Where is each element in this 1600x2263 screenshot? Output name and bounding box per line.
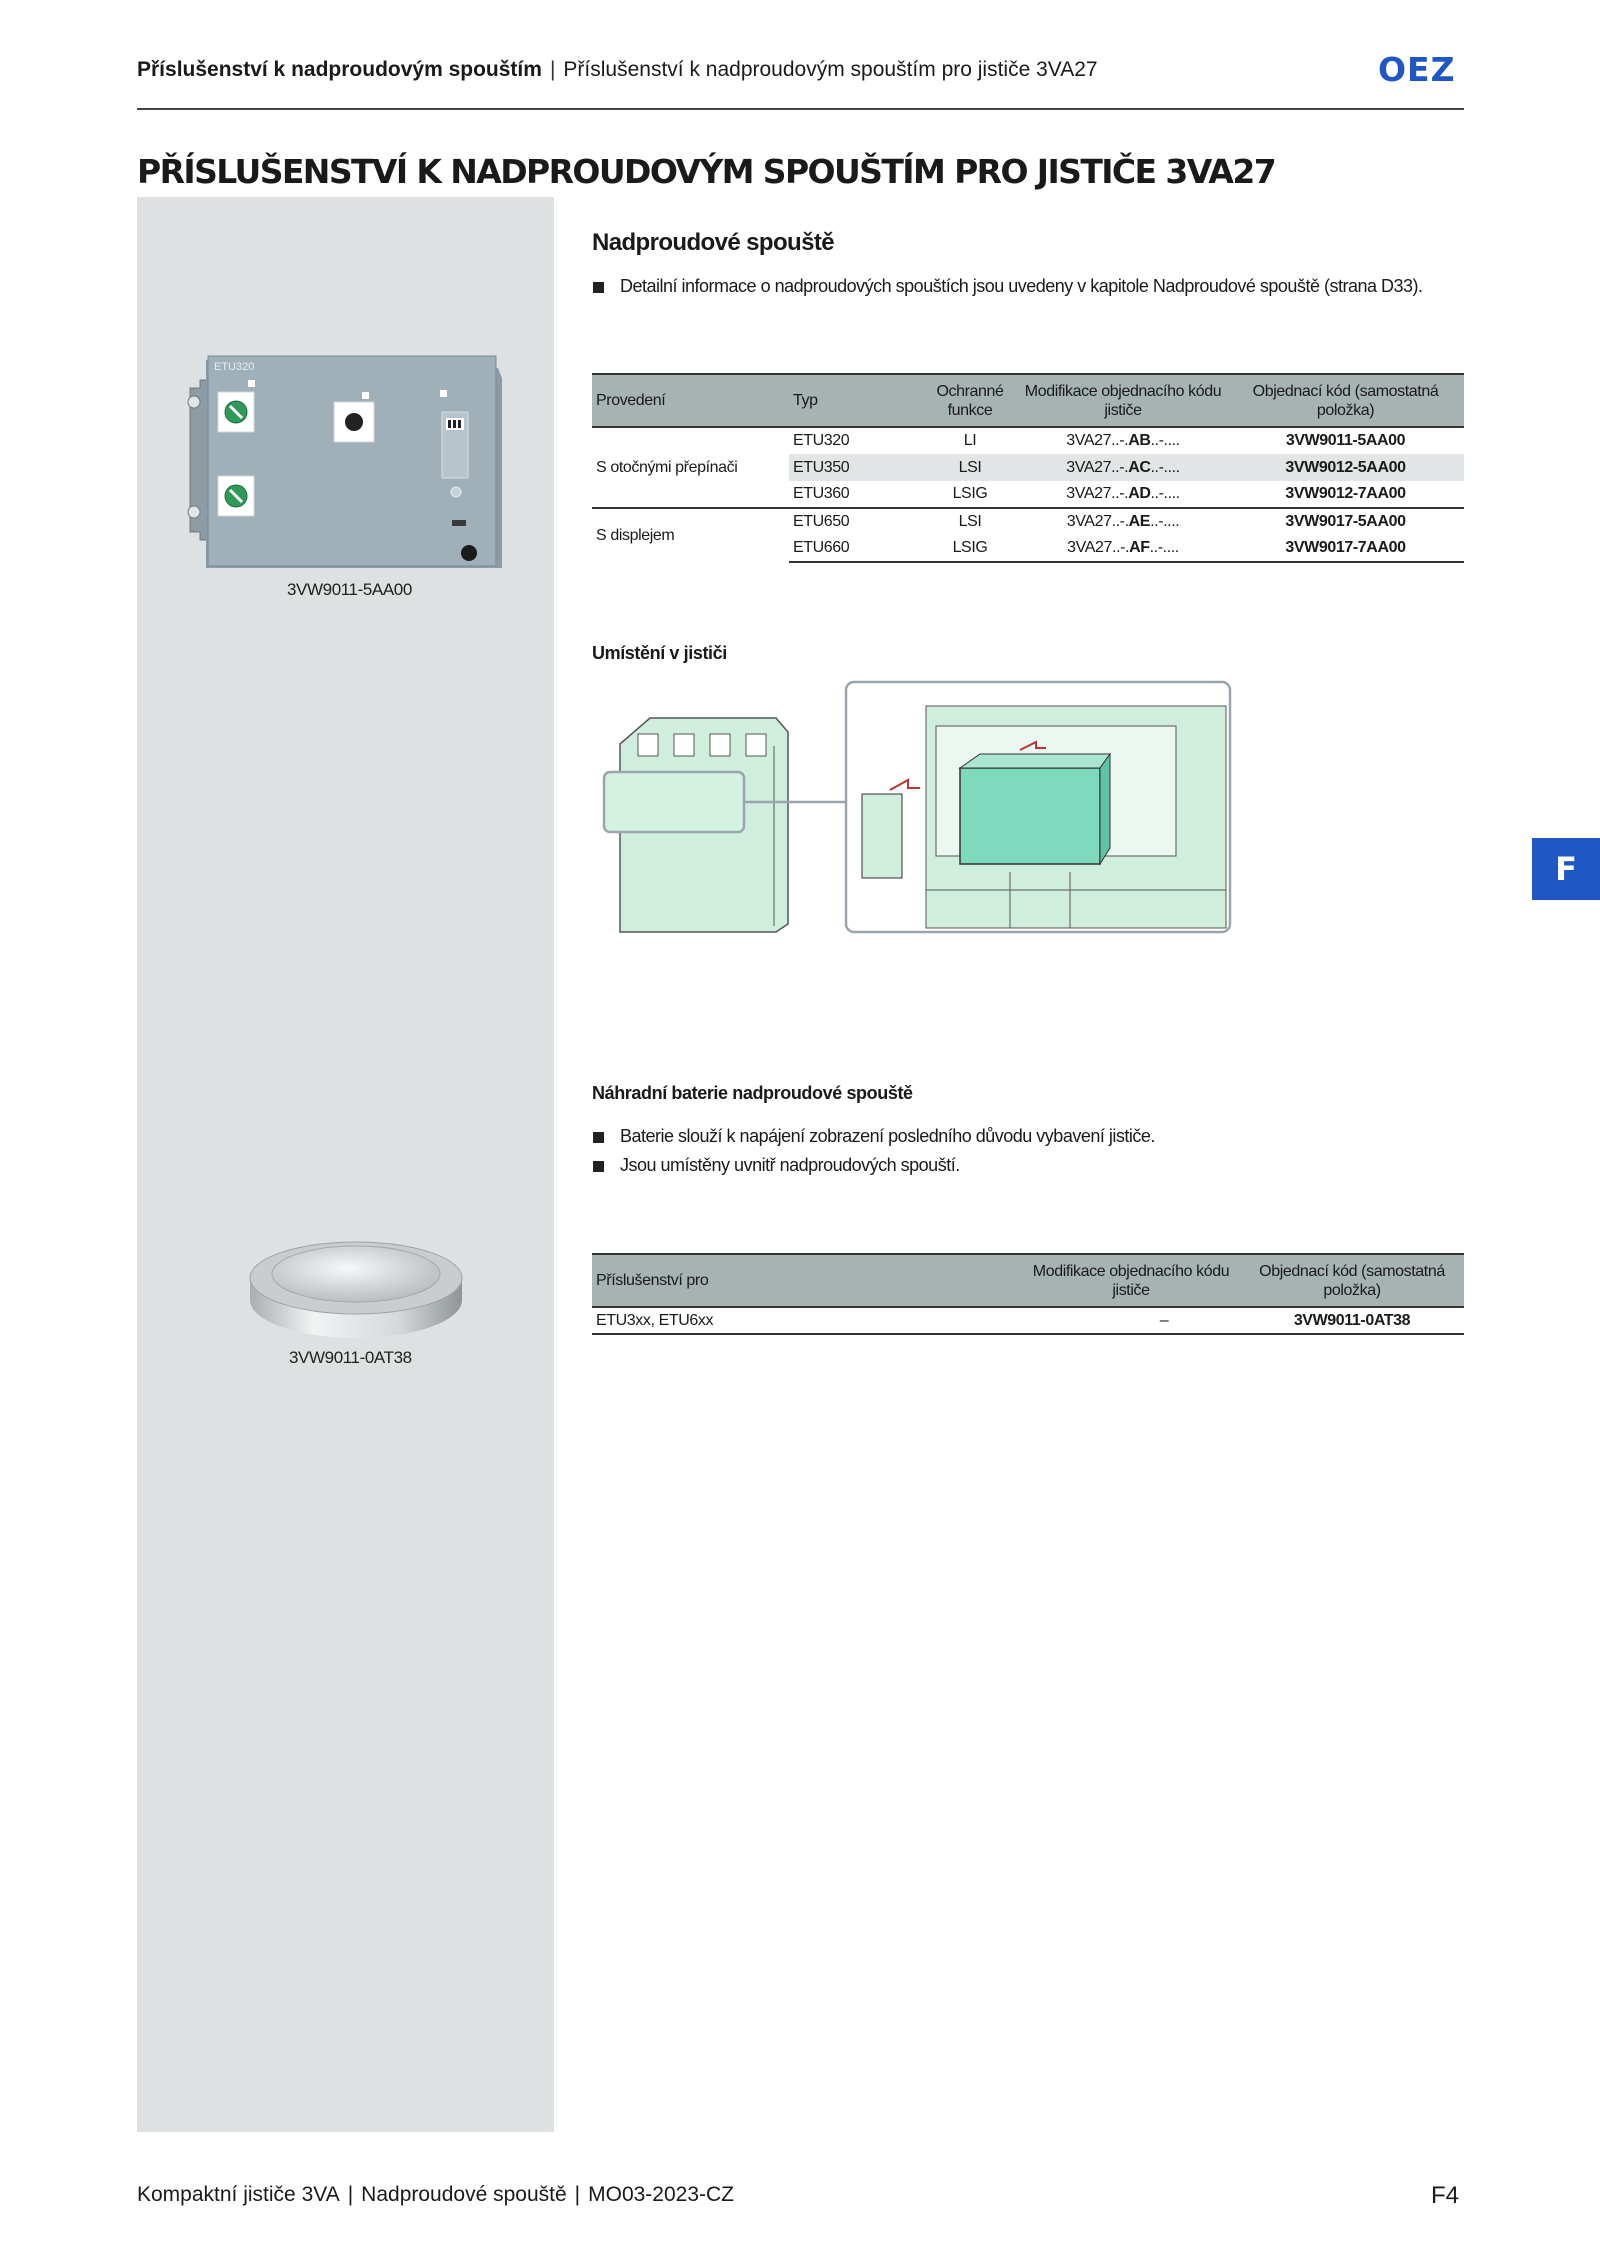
trip-units-table [592, 373, 1464, 563]
etu-trip-unit-image [178, 350, 508, 575]
cell-kod: 3VW9012-7AA00 [1285, 485, 1406, 502]
cell-funkce: LSIG [921, 535, 1019, 562]
page-number: F4 [1431, 2182, 1460, 2209]
cell-modifikace: – [1022, 1307, 1240, 1334]
group-label: S displejem [592, 508, 789, 562]
cell-typ: ETU660 [789, 535, 921, 562]
table-row [592, 427, 1464, 454]
cell-modifikace: 3VA27..-.AC..-.... [1019, 454, 1227, 481]
cell-funkce: LSI [921, 454, 1019, 481]
cell-modifikace: 3VA27..-.AB..-.... [1066, 432, 1180, 449]
cell-typ: ETU320 [793, 432, 850, 449]
page-title: PŘÍSLUŠENSTVÍ K NADPROUDOVÝM SPOUŠTÍM PRO JISTIČE 3VA27 [137, 152, 1276, 191]
etu-image-caption: 3VW9011-5AA00 [287, 580, 412, 599]
cell-modifikace: 3VA27..-.AD..-.... [1066, 485, 1180, 502]
cell-kod: 3VW9011-0AT38 [1240, 1307, 1464, 1334]
cell-funkce: LI [963, 432, 977, 449]
table-header-row [592, 1254, 1464, 1307]
cell-pro: ETU3xx, ETU6xx [592, 1307, 1022, 1334]
cell-funkce: LSI [921, 508, 1019, 535]
table-header-row [592, 374, 1464, 427]
cell-typ: ETU650 [789, 508, 921, 535]
trip-units-bullets [592, 276, 1423, 305]
header-rule [137, 108, 1464, 110]
col-kod: Objednací kód (samostatná položka) [1227, 374, 1464, 427]
cell-kod: 3VW9011-5AA00 [1285, 432, 1406, 449]
section-heading-placement: Umístění v jističi [592, 643, 727, 663]
cell-kod: 3VW9017-5AA00 [1227, 508, 1464, 535]
chapter-tab: F [1532, 838, 1600, 900]
col-provedeni: Provedení [592, 374, 789, 427]
col-typ: Typ [789, 374, 921, 427]
col-prislusenstvi: Příslušenství pro [592, 1254, 1022, 1307]
battery-table [592, 1253, 1464, 1335]
section-heading-battery: Náhradní baterie nadproudové spouště [592, 1083, 913, 1103]
header-section: Příslušenství k nadproudovým spouštím [137, 58, 542, 81]
cell-modifikace: 3VA27..-.AF..-.... [1019, 535, 1227, 562]
col-modifikace: Modifikace objednacího kódu jističe [1019, 374, 1227, 427]
cell-funkce: LSIG [952, 485, 988, 502]
bullet-item: Detailní informace o nadproudových spouštích jsou uvedeny v kapitole Nadproudové spouště (strana D33). [592, 276, 1423, 297]
table-row [592, 1307, 1464, 1334]
cell-typ: ETU360 [793, 485, 850, 502]
battery-image-caption: 3VW9011-0AT38 [289, 1348, 412, 1367]
battery-image [244, 1238, 468, 1342]
page-header: Příslušenství k nadproudovým spouštím | Příslušenství k nadproudovým spouštím pro jističe 3VA27 [137, 58, 1098, 81]
footer-chapter: Nadproudové spouště [361, 2183, 567, 2206]
footer-product: Kompaktní jističe 3VA [137, 2183, 340, 2206]
battery-bullets [592, 1126, 1155, 1184]
page-footer: Kompaktní jističe 3VA | Nadproudové spouště | MO03-2023-CZ [137, 2183, 735, 2206]
table-row [592, 508, 1464, 535]
section-heading-trip-units: Nadproudové spouště [592, 229, 834, 256]
bullet-item: Baterie slouží k napájení zobrazení posledního důvodu vybavení jističe. [592, 1126, 1155, 1147]
col-kod: Objednací kód (samostatná položka) [1240, 1254, 1464, 1307]
bullet-item: Jsou umístěny uvnitř nadproudových spouští. [592, 1155, 1155, 1176]
col-funkce: Ochranné funkce [921, 374, 1019, 427]
cell-modifikace: 3VA27..-.AE..-.... [1019, 508, 1227, 535]
cell-kod: 3VW9012-5AA00 [1227, 454, 1464, 481]
header-subsection: Příslušenství k nadproudovým spouštím pro jističe 3VA27 [563, 58, 1098, 81]
group-label: S otočnými přepínači [596, 458, 738, 476]
oez-logo: OEZ [1378, 50, 1456, 89]
cell-typ: ETU350 [789, 454, 921, 481]
placement-illustration [590, 676, 1236, 938]
cell-kod: 3VW9017-7AA00 [1227, 535, 1464, 562]
etu-model-label: ETU320 [214, 361, 255, 373]
col-modifikace: Modifikace objednacího kódu jističe [1022, 1254, 1240, 1307]
footer-catalog: MO03-2023-CZ [588, 2183, 735, 2206]
